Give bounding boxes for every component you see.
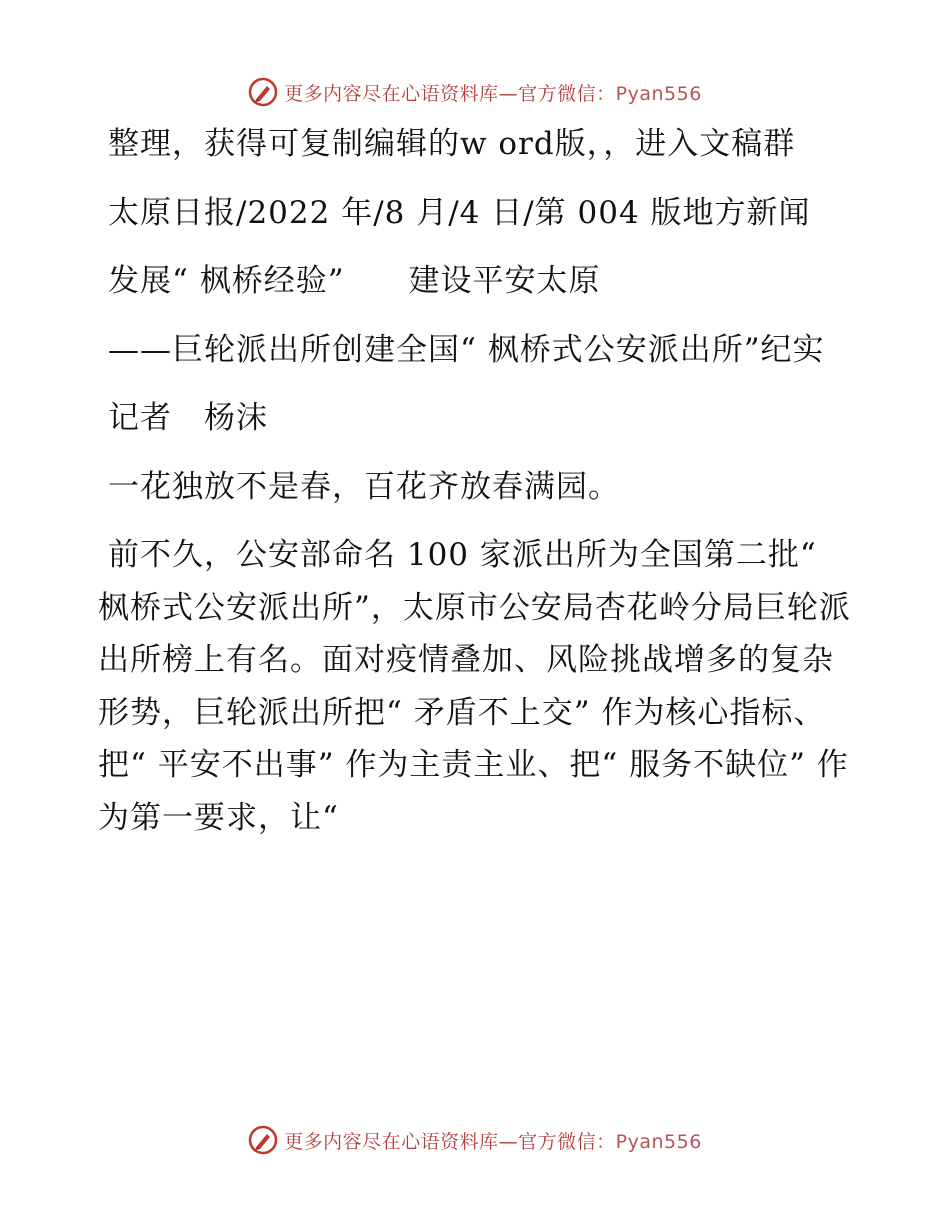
footer-watermark <box>0 1120 950 1160</box>
body-paragraph: 前不久，公安部命名 100 家派出所为全国第二批“ 枫桥式公安派出所”，太原市公安局杏花岭分局巨轮派出所榜上有名。面对疫情叠加、风险挑战增多的复杂形势，巨轮派出所把“ 矛盾不上交” 作为核心指标、把“ 平安不出事” 作为主责主业、把“ 服务不缺位” 作为第一要求，让“ <box>98 537 851 836</box>
intro-line: 整理，获得可复制编辑的w ord版，，进入文稿群 <box>108 126 796 162</box>
article-subtitle: ——巨轮派出所创建全国“ 枫桥式公安派出所”纪实 <box>108 331 825 368</box>
pen-logo-icon <box>248 1125 278 1155</box>
watermark-text: 更多内容尽在心语资料库—官方微信：Pyan556 <box>284 1130 702 1153</box>
pen-logo-icon <box>248 77 278 107</box>
byline: 记者 杨沫 <box>108 400 268 436</box>
watermark-text: 更多内容尽在心语资料库—官方微信：Pyan556 <box>284 82 702 105</box>
document-body <box>98 118 858 844</box>
source-line: 太原日报/2022 年/8 月/4 日/第 004 版地方新闻 <box>108 194 811 231</box>
article-title: 发展“ 枫桥经验” 建设平安太原 <box>108 263 601 299</box>
watermark-wechat-id: Pyan556 <box>615 82 702 105</box>
watermark-wechat-id: Pyan556 <box>615 1130 702 1153</box>
header-watermark <box>0 72 950 112</box>
lead-sentence: 一花独放不是春，百花齐放春满园。 <box>108 468 620 505</box>
